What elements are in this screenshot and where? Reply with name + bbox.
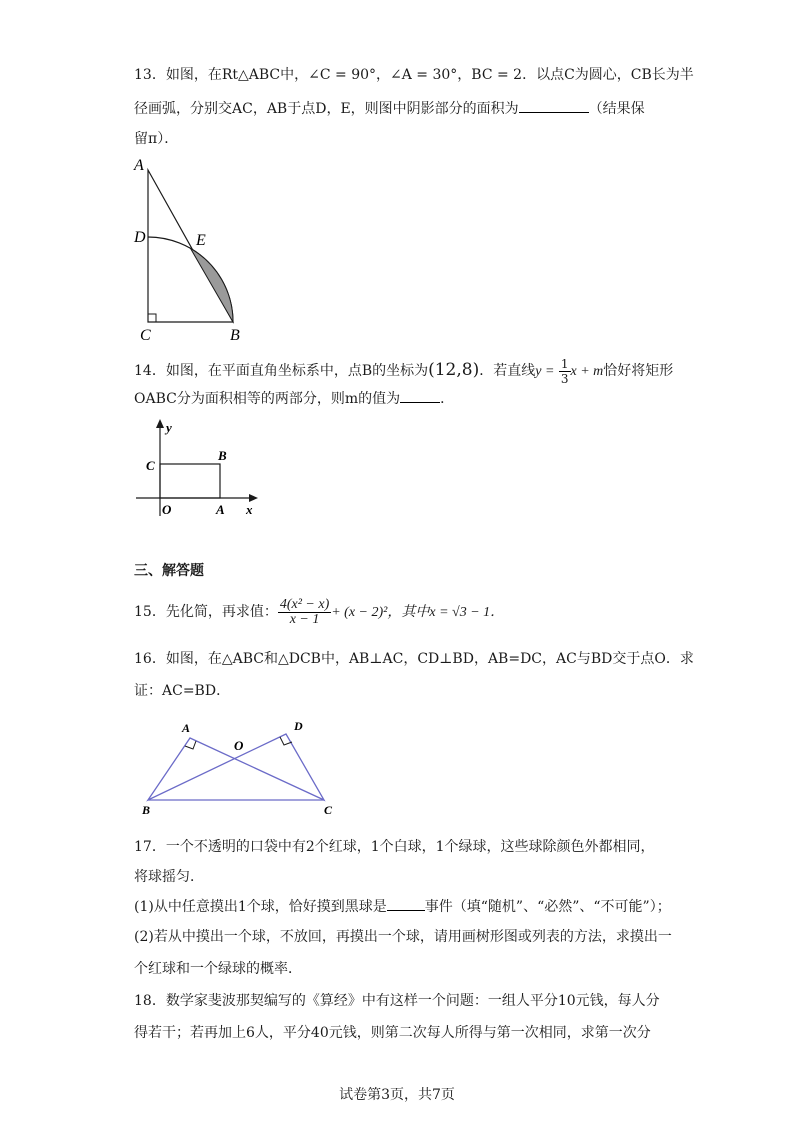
q13-line3: 留π）． <box>134 131 179 147</box>
q15-frac-num: 4(x² − x) <box>279 596 330 612</box>
q13-line2 <box>134 98 645 120</box>
label-a: A <box>182 721 191 735</box>
q15-fraction <box>278 598 331 627</box>
label-d: D <box>294 719 303 733</box>
q14-text-c: 恰好将矩形 <box>603 363 674 379</box>
q14-text-b: ．若直线 <box>479 363 536 379</box>
q15-tail: + (x − 2)²，其中x = √3 − 1． <box>331 605 505 620</box>
q17-line4: (2)若从中摸出一个球，不放回，再摸出一个球，请用画树形图或列表的方法，求摸出一 <box>134 929 672 945</box>
right-angle-mark <box>148 314 156 322</box>
shaded-region <box>191 248 234 322</box>
q17-answer-blank <box>387 896 425 911</box>
label-o: O <box>162 502 172 517</box>
q13-line2-text: 径画弧，分别交AC，AB于点D，E，则图中阴影部分的面积为 <box>134 101 519 117</box>
q14-line2 <box>134 388 454 410</box>
q14-frac-num: 1 <box>560 356 569 371</box>
label-e: E <box>196 232 206 249</box>
q14-eq-tail: x + m <box>570 364 604 379</box>
q15-prefix: 15．先化简，再求值： <box>134 604 278 620</box>
page-footer: 试卷第3页，共7页 <box>339 1087 455 1103</box>
q14-figure <box>136 416 266 521</box>
label-a: A <box>216 502 225 517</box>
q16-line1: 16．如图，在△ABC和△DCB中，AB⊥AC，CD⊥BD，AB=DC，AC与BD交于点O．求 <box>134 651 694 667</box>
label-d: D <box>134 229 146 246</box>
q15-frac-den: x − 1 <box>289 611 320 627</box>
q15-line <box>134 592 504 633</box>
q17-line3-a: (1)从中任意摸出1个球，恰好摸到黑球是 <box>134 899 387 915</box>
q13-answer-blank <box>519 98 589 113</box>
q16-line2: 证：AC=BD． <box>134 683 231 699</box>
q16-figure <box>138 716 348 816</box>
label-y: y <box>166 420 172 435</box>
label-b: B <box>218 448 227 463</box>
q14-coord: (12,8) <box>428 360 480 380</box>
q13-line1: 13．如图，在Rt△ABC中，∠C = 90°，∠A = 30°，BC = 2．以点C为圆心，CB长为半 <box>134 67 694 83</box>
label-a: A <box>134 157 144 174</box>
label-c: C <box>140 327 151 344</box>
q14-line1 <box>134 352 673 390</box>
q14-fraction <box>559 357 571 386</box>
q18-line1: 18．数学家斐波那契编写的《算经》中有这样一个问题：一组人平分10元钱，每人分 <box>134 993 660 1009</box>
q14-answer-blank <box>400 388 440 403</box>
q17-line3-b: 事件（填“随机”、“必然”、“不可能”）； <box>424 899 671 915</box>
label-c: C <box>146 458 155 473</box>
q14-line2-text: OABC分为面积相等的两部分，则m的值为 <box>134 391 401 407</box>
q14-frac-den: 3 <box>560 371 569 386</box>
label-c: C <box>324 803 333 816</box>
q17-line5: 个红球和一个绿球的概率． <box>134 961 302 977</box>
q14-text-a: 14．如图，在平面直角坐标系中，点B的坐标为 <box>134 363 429 379</box>
label-o: O <box>234 738 244 753</box>
q14-line2-end: ． <box>440 391 455 407</box>
q17-line3 <box>134 896 671 918</box>
label-b: B <box>142 803 151 816</box>
q14-eq-y: y = <box>535 364 555 379</box>
y-axis-arrow <box>156 419 164 428</box>
q13-line2-end: （结果保 <box>588 101 645 117</box>
q17-line1: 17．一个不透明的口袋中有2个红球，1个白球，1个绿球，这些球除颜色外都相同， <box>134 839 655 855</box>
label-b: B <box>230 327 240 344</box>
x-axis-arrow <box>249 494 258 502</box>
q18-line2: 得若干；若再加上6人，平分40元钱，则第二次每人所得与第一次相同，求第一次分 <box>134 1025 651 1041</box>
q17-line2: 将球摇匀． <box>134 869 204 885</box>
rectangle-oabc <box>160 464 220 498</box>
q13-figure <box>130 150 260 345</box>
label-x: x <box>246 502 253 517</box>
section-heading: 三、解答题 <box>134 563 204 579</box>
